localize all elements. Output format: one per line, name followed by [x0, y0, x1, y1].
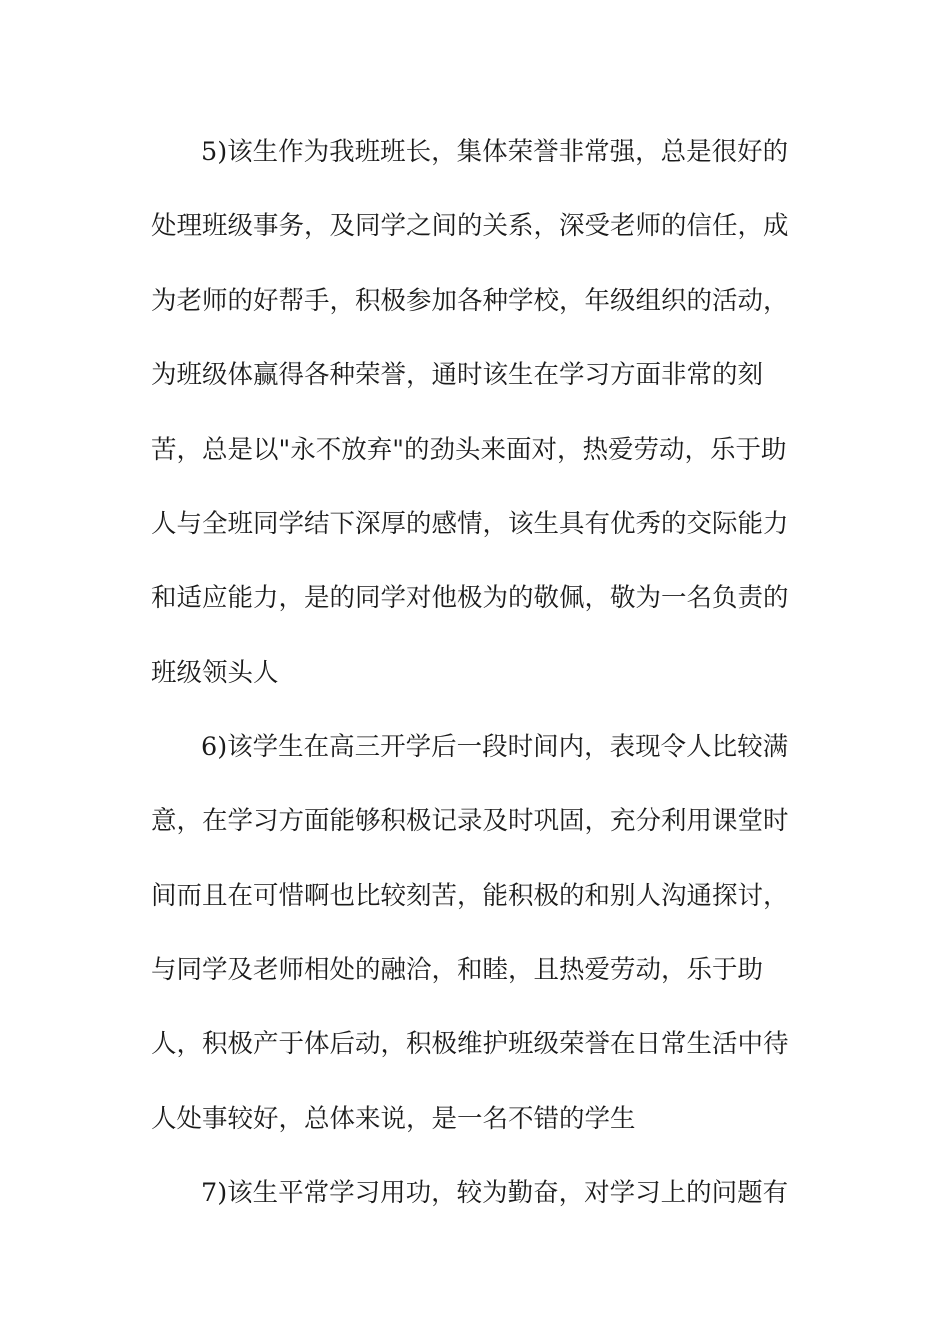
paragraph-5-line-3: 为老师的好帮手，积极参加各种学校，年级组织的活动， — [151, 286, 789, 316]
paragraph-5-line-6: 人与全班同学结下深厚的感情，该生具有优秀的交际能力 — [151, 509, 789, 539]
paragraph-6-line-4: 与同学及老师相处的融洽，和睦，且热爱劳动，乐于助 — [151, 955, 764, 985]
paragraph-6-line-2: 意，在学习方面能够积极记录及时巩固，充分利用课堂时 — [151, 806, 789, 836]
paragraph-6-line-3: 间而且在可惜啊也比较刻苦，能积极的和别人沟通探讨， — [151, 881, 789, 911]
paragraph-6-line-5: 人，积极产于体后动，积极维护班级荣誉在日常生活中待 — [151, 1029, 789, 1059]
paragraph-5-line-7: 和适应能力，是的同学对他极为的敬佩，敬为一名负责的 — [151, 583, 789, 613]
paragraph-5-line-5: 苦，总是以"永不放弃"的劲头来面对，热爱劳动，乐于助 — [151, 435, 787, 465]
paragraph-6-line-6: 人处事较好，总体来说，是一名不错的学生 — [151, 1104, 636, 1134]
paragraph-5-line-4: 为班级体赢得各种荣誉，通时该生在学习方面非常的刻 — [151, 360, 764, 390]
paragraph-5-line-8: 班级领头人 — [151, 658, 279, 688]
paragraph-5-line-1: 5)该生作为我班班长，集体荣誉非常强，总是很好的 — [201, 137, 789, 167]
paragraph-6-line-1: 6)该学生在高三开学后一段时间内，表现令人比较满 — [201, 732, 789, 762]
paragraph-7-line-1: 7)该生平常学习用功，较为勤奋，对学习上的问题有 — [201, 1178, 789, 1208]
paragraph-5-line-2: 处理班级事务，及同学之间的关系，深受老师的信任，成 — [151, 211, 789, 241]
